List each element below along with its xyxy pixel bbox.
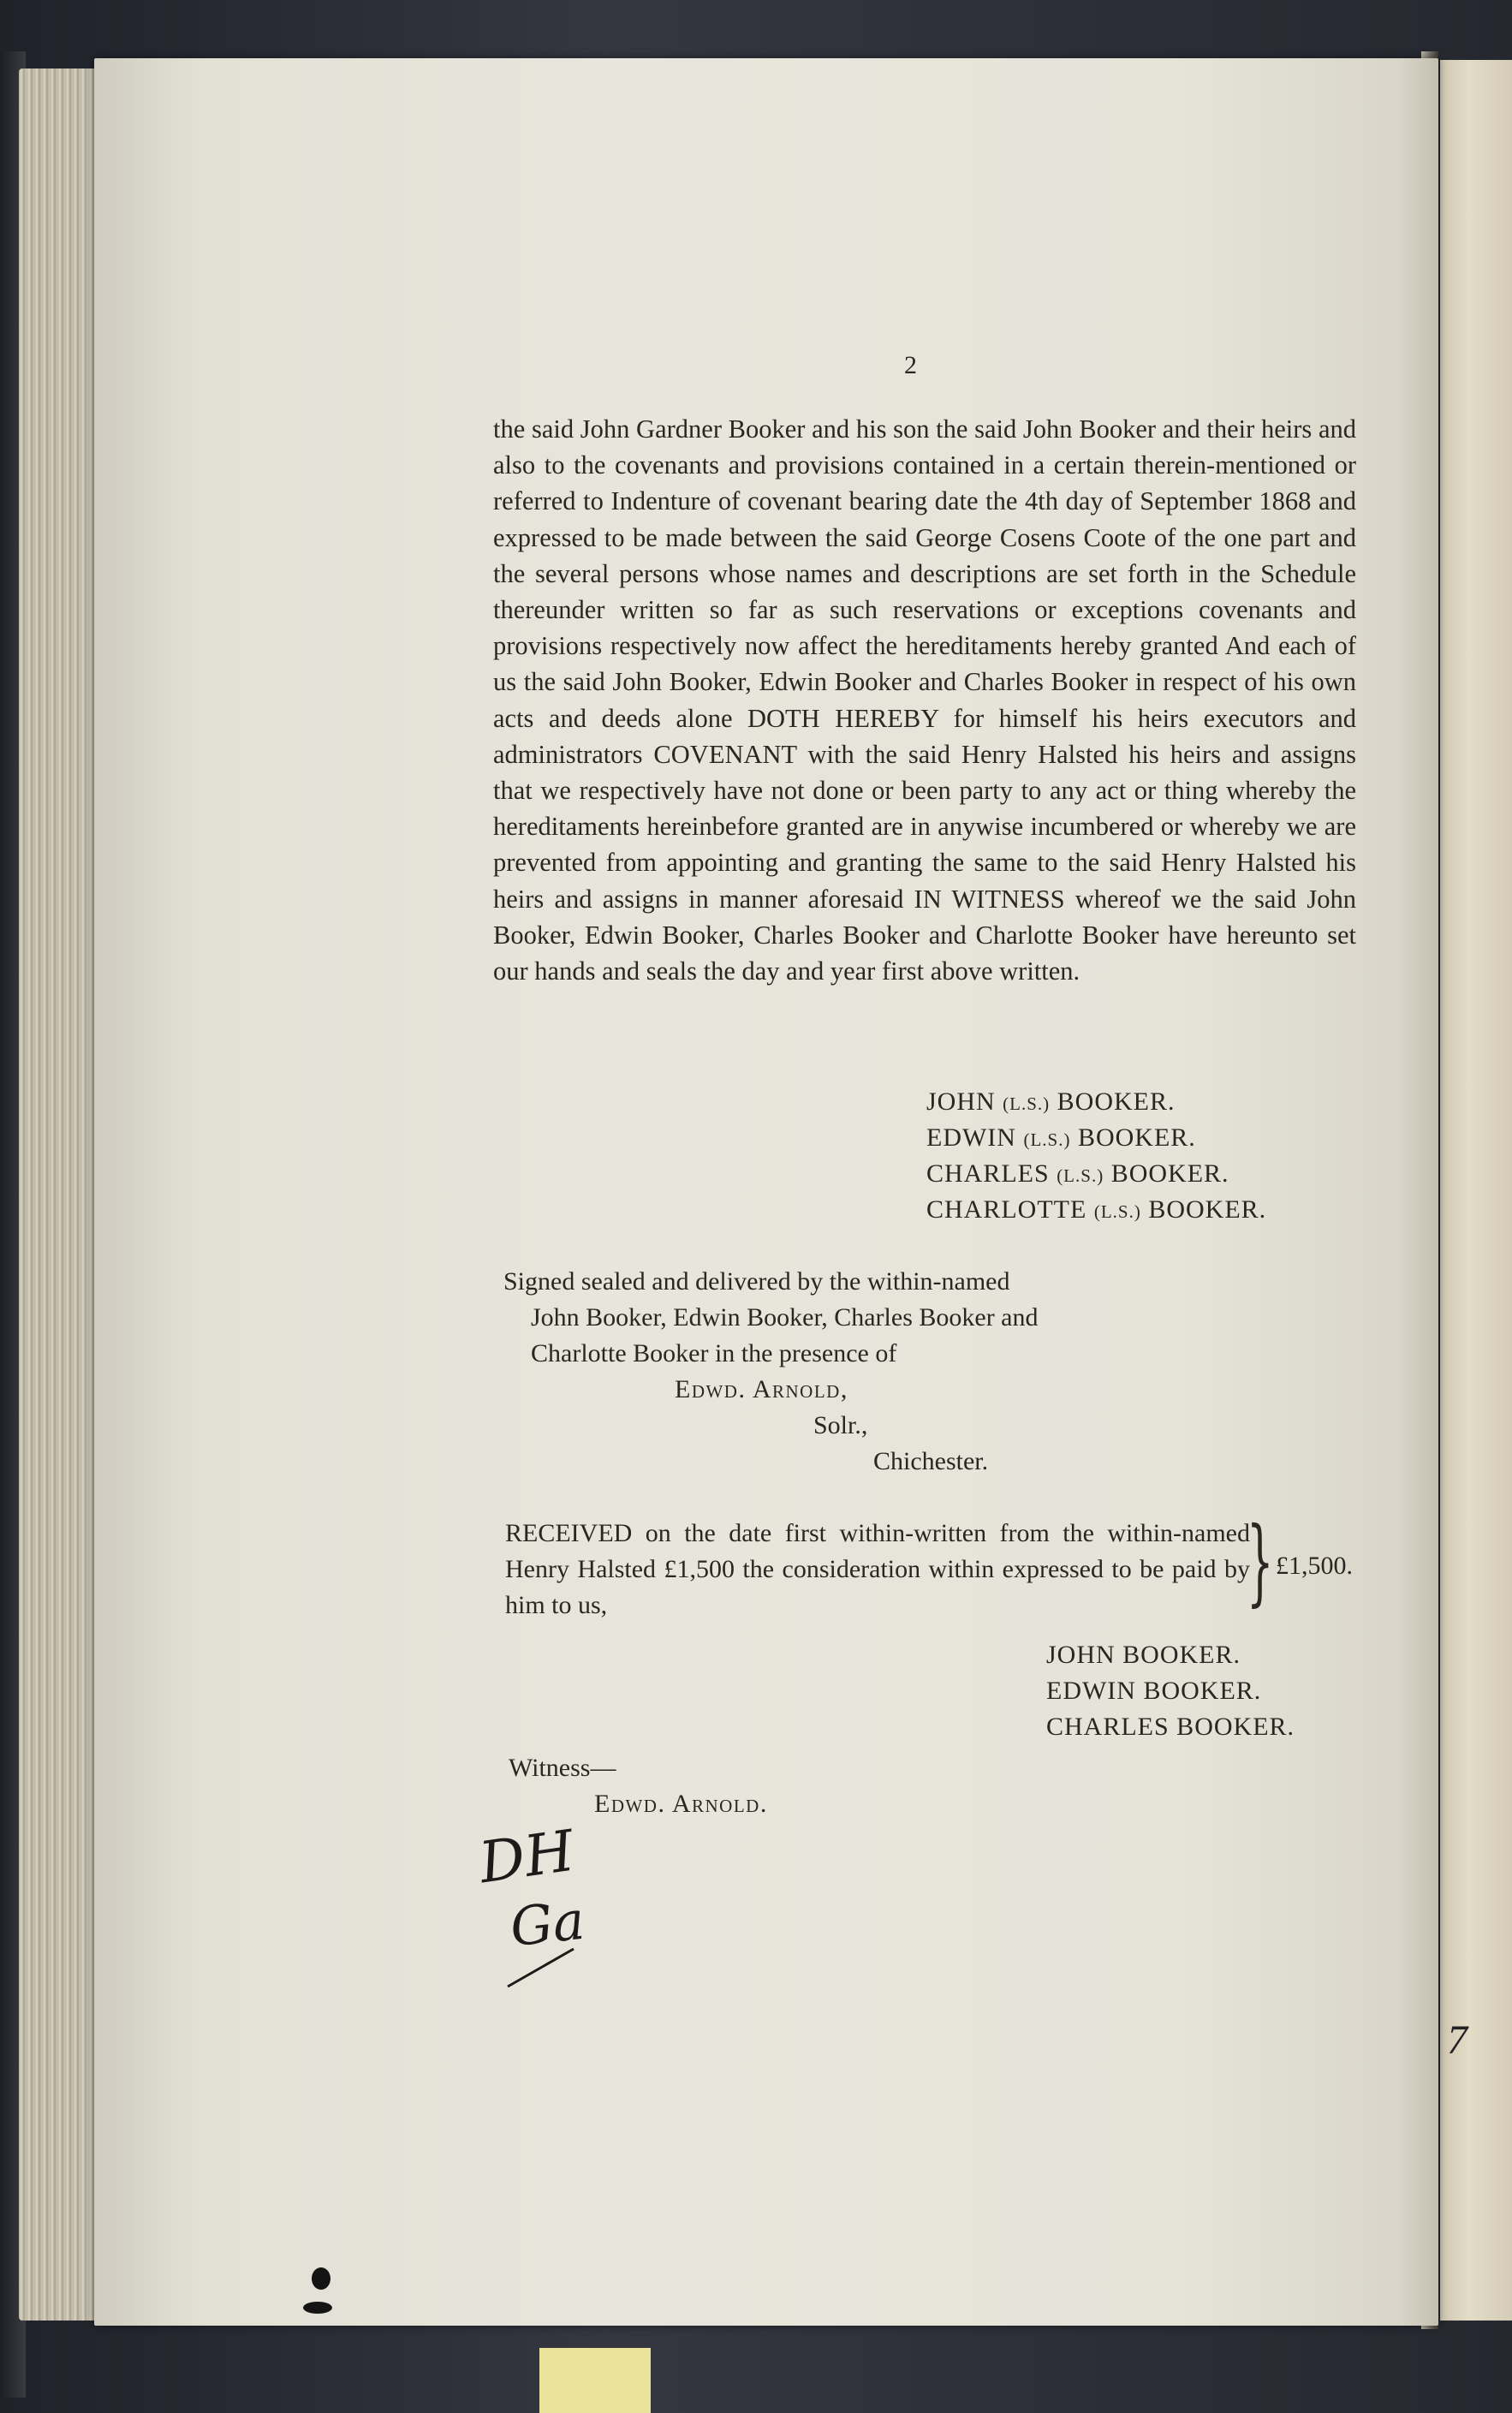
seal-mark: (L.S.): [1003, 1093, 1051, 1114]
seal-mark: (L.S.): [1057, 1165, 1104, 1186]
pencil-stroke: [503, 1942, 580, 1993]
signature-line: [926, 1192, 1266, 1230]
deed-body-text: the said John Gardner Booker and his son the said John Booker and their heirs and also to the covenants and provisions contained in a certain therein-mentioned or referred to Indenture of covenant bearing date the 4th day of September 1868 and expressed to be made between the said George Cosens Coote of the one part and the several persons whose names and descriptions are set forth in the Schedule thereunder written so far as such reservations or exceptions covenants and provisions respectively now affect the hereditaments hereby granted And each of us the said John Booker, Edwin Booker and Charles Booker in respect of his own acts and deeds alone DOTH HEREBY for himself his heirs executors and administrators COVENANT with the said Henry Halsted his heirs and assigns that we respectively have not done or been party to any act or thing whereby the hereditaments hereinbefore granted are in anywise incumbered or whereby we are prevented from appointing and granting the same to the said Henry Halsted his heirs and assigns in manner aforesaid IN WITNESS whereof we the said John Booker, Edwin Booker, Charles Booker and Charlotte Booker have hereunto set our hands and seals the day and year first above written.: [493, 414, 1356, 986]
signature-first-name: JOHN: [926, 1087, 996, 1116]
ink-blot: [303, 2302, 332, 2314]
witness-signature-name: Edwd. Arnold.: [594, 1790, 768, 1818]
signature-line: [926, 1120, 1196, 1158]
page-number: 2: [904, 351, 917, 379]
handwritten-note: Ga: [507, 1888, 588, 1959]
receipt-signer: JOHN BOOKER.: [1046, 1641, 1241, 1669]
receipt-text: RECEIVED on the date first within-written from the within-named Henry Halsted £1,500 the consideration within expressed to be paid by him to us,: [505, 1519, 1250, 1619]
paper-tab: [539, 2348, 651, 2413]
signature-last-name: BOOKER.: [1110, 1159, 1229, 1188]
receipt-signer: EDWIN BOOKER.: [1046, 1677, 1262, 1705]
seal-mark: (L.S.): [1023, 1129, 1071, 1150]
signature-first-name: EDWIN: [926, 1123, 1016, 1152]
witness-place: Chichester.: [873, 1447, 989, 1475]
signature-first-name: CHARLOTTE: [926, 1195, 1087, 1224]
receipt-signer: CHARLES BOOKER.: [1046, 1713, 1295, 1741]
seal-mark: (L.S.): [1093, 1201, 1141, 1222]
attestation-line: John Booker, Edwin Booker, Charles Booker and: [531, 1303, 1039, 1332]
signature-last-name: BOOKER.: [1148, 1195, 1267, 1224]
signature-line: [926, 1156, 1229, 1194]
witness-name: Edwd. Arnold,: [675, 1375, 848, 1403]
attestation-line: Charlotte Booker in the presence of: [531, 1339, 897, 1367]
attestation-line: Signed sealed and delivered by the within-named: [503, 1267, 1010, 1296]
facing-page: [1440, 60, 1512, 2321]
signature-last-name: BOOKER.: [1057, 1087, 1176, 1116]
receipt-amount: £1,500.: [1276, 1552, 1353, 1580]
witness-label: Witness—: [509, 1754, 616, 1782]
witness-title: Solr.,: [813, 1411, 868, 1439]
ink-blot: [312, 2267, 330, 2290]
signature-last-name: BOOKER.: [1077, 1123, 1196, 1152]
brace-glyph: }: [1247, 1506, 1274, 1616]
signature-line: [926, 1084, 1176, 1122]
handwritten-note: DH: [475, 1817, 579, 1897]
signature-first-name: CHARLES: [926, 1159, 1050, 1188]
facing-page-mark: 7: [1447, 2017, 1467, 2063]
